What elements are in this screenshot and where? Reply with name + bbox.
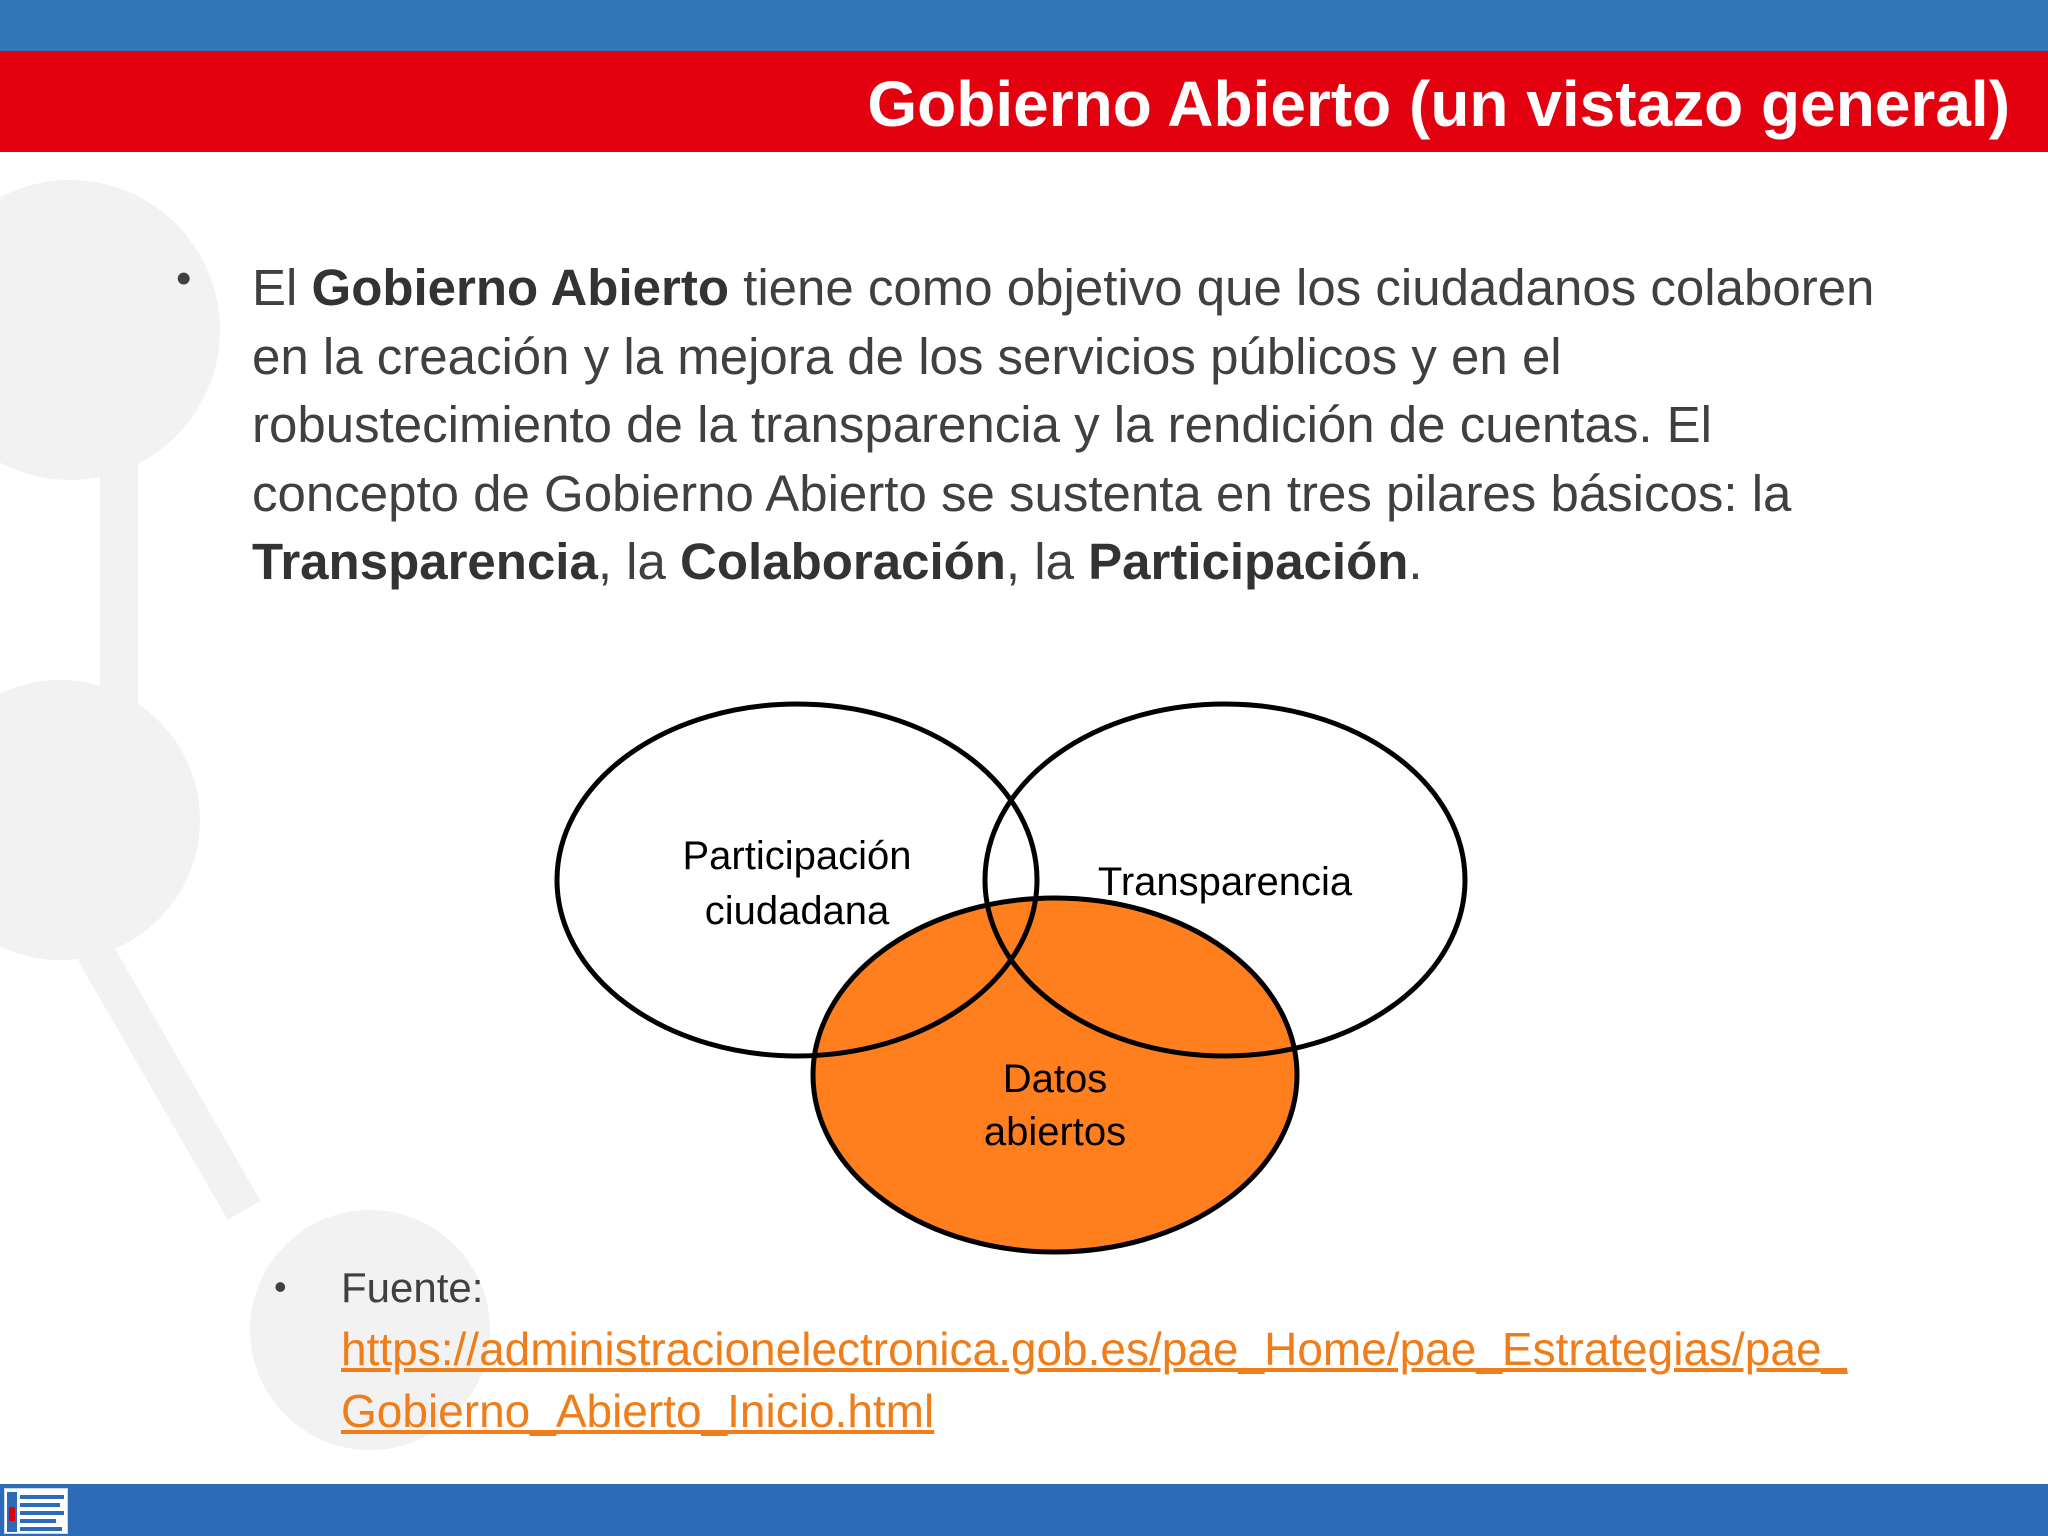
venn-label-datos-line1: Datos	[1002, 1057, 1108, 1101]
bullet-marker: •	[176, 254, 192, 303]
venn-label-participacion-line1: Participación	[682, 834, 912, 878]
paragraph-bold-part: Transparencia	[252, 533, 598, 590]
paragraph-part: .	[1408, 533, 1423, 590]
top-bar	[0, 0, 2048, 51]
paragraph-bold-part: Gobierno Abierto	[311, 259, 729, 316]
paragraph-part: , la	[597, 533, 681, 590]
venn-circle-participacion	[557, 704, 1037, 1056]
paragraph-bold-part: Colaboración	[680, 533, 1006, 590]
paragraph-part: tiene como objetivo que los ciudadanos colaboren en la creación y la mejora de los servicios públicos y en el robustecimiento de la transparencia y la rendición de cuentas. El concepto de Gobierno Abierto se sustenta en tres pilares básicos: la	[252, 259, 1875, 522]
source-label: Fuente:	[341, 1264, 484, 1311]
source-bullet-marker: •	[274, 1266, 287, 1307]
venn-label-datos-line2: abiertos	[983, 1110, 1127, 1154]
venn-label-participacion-line2: ciudadana	[704, 889, 890, 933]
logo	[4, 1488, 68, 1534]
source-link[interactable]: https://administracionelectronica.gob.es/pae_Home/pae_Estrategias/pae_Gobierno_Abierto_Inicio.html	[341, 1323, 1848, 1437]
slide-title: Gobierno Abierto (un vistazo general)	[867, 68, 2010, 140]
title-bar	[0, 51, 2048, 152]
paragraph-part: El	[252, 259, 312, 316]
paragraph-part: , la	[1005, 533, 1089, 590]
main-paragraph	[252, 254, 1892, 597]
venn-label-transparencia: Transparencia	[1097, 860, 1353, 904]
bottom-bar	[0, 1484, 2048, 1536]
paragraph-bold-part: Participación	[1088, 533, 1409, 590]
venn-diagram	[540, 690, 1500, 1260]
